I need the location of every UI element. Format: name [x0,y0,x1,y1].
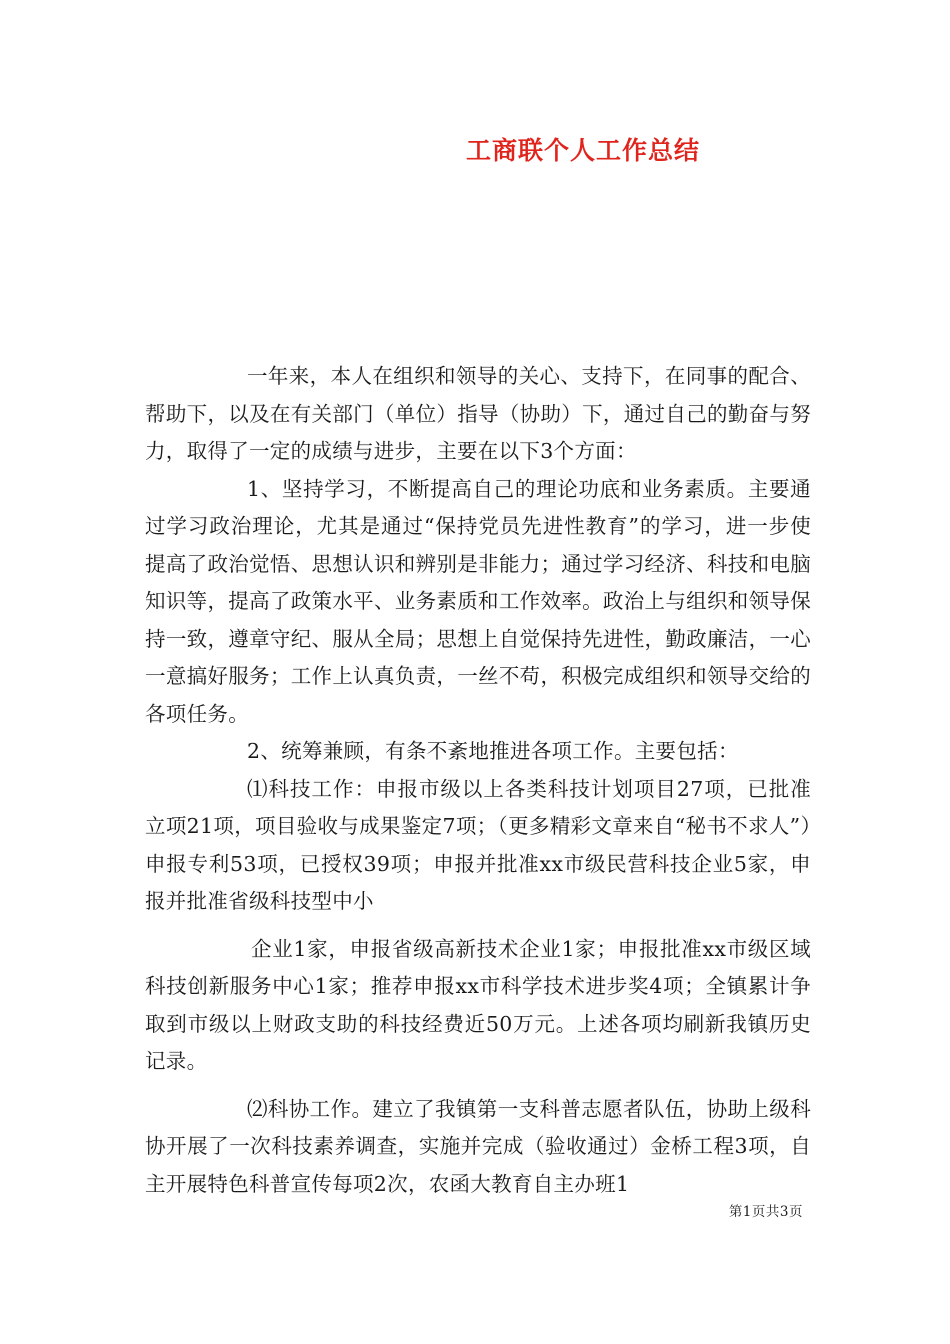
paragraph-intro: 一年来，本人在组织和领导的关心、支持下，在同事的配合、帮助下，以及在有关部门（单位）指导（协助）下，通过自己的勤奋与努力，取得了一定的成绩与进步，主要在以下3个方面： [145,364,811,463]
paragraph-sci-tech-continued: 企业1家，申报省级高新技术企业1家；申报批准xx市级区域科技创新服务中心1家；推荐申报xx市科学技术进步奖4项；全镇累计争取到市级以上财政支助的科技经费近50万元。上述各项均刷新我镇历史记录。 [145,936,811,1073]
page-footer: 第1页共3页 [728,1204,803,1220]
document-body [145,358,811,1203]
paragraph-sci-assoc: ⑵科协工作。建立了我镇第一支科普志愿者队伍，协助上级科协开展了一次科技素养调查，实施并完成（验收通过）金桥工程3项，自主开展特色科普宣传每项2次，农函大教育自主办班1 [145,1096,811,1196]
paragraph-sci-tech: ⑴科技工作：申报市级以上各类科技计划项目27项，已批准立项21项，项目验收与成果鉴定7项；（更多精彩文章来自“秘书不求人”）申报专利53项，已授权39项；申报并批准xx市级民营科技企业5家，申报并批准省级科技型中小 [145,776,811,913]
paragraph-item-2: 2、统筹兼顾，有条不紊地推进各项工作。主要包括： [247,739,739,763]
document-title: 工商联个人工作总结 [465,136,700,165]
paragraph-item-1: 1、坚持学习，不断提高自己的理论功底和业务素质。主要通过学习政治理论，尤其是通过“保持党员先进性教育”的学习，进一步使提高了政治觉悟、思想认识和辨别是非能力；通过学习经济、科技和电脑知识等，提高了政策水平、业务素质和工作效率。政治上与组织和领导保持一致，遵章守纪、服从全局；思想上自觉保持先进性，勤政廉洁，一心一意搞好服务；工作上认真负责，一丝不苟，积极完成组织和领导交给的各项任务。 [145,476,811,726]
